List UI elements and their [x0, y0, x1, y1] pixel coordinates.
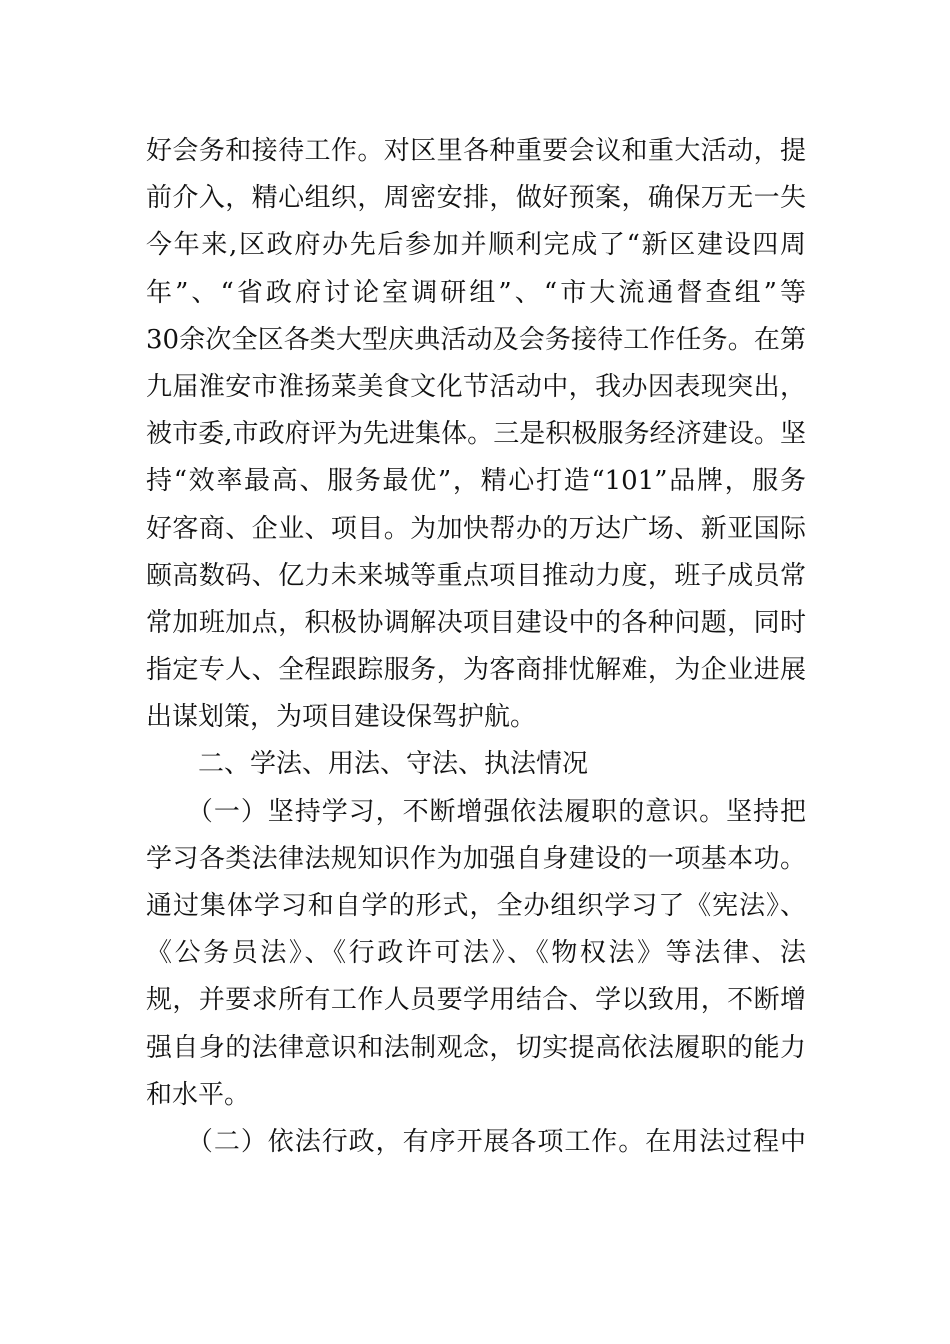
- text-line: 前介入，精心组织，周密安排，做好预案，确保万无一失: [146, 183, 806, 214]
- text-line: 常加班加点，积极协调解决项目建设中的各种问题，同时: [146, 607, 806, 638]
- text-line: 强自身的法律意识和法制观念，切实提高依法履职的能力: [146, 1032, 806, 1063]
- text-line: 《公务员法》、《行政许可法》、《物权法》等法律、法: [146, 938, 806, 969]
- text-line: 被市委,市政府评为先进集体。三是积极服务经济建设。坚: [146, 419, 806, 450]
- body-text: [146, 128, 806, 1166]
- text-line: 年”、“省政府讨论室调研组”、“市大流通督查组”等: [146, 277, 806, 308]
- text-line: 30余次全区各类大型庆典活动及会务接待工作任务。在第: [146, 324, 806, 355]
- text-line: 指定专人、全程跟踪服务，为客商排忧解难，为企业进展: [146, 655, 806, 686]
- text-line: 今年来,区政府办先后参加并顺利完成了“新区建设四周: [146, 230, 806, 261]
- text-line: 好会务和接待工作。对区里各种重要会议和重大活动，提: [146, 136, 806, 166]
- text-line: 通过集体学习和自学的形式，全办组织学习了《宪法》、: [146, 891, 806, 921]
- text-line: 规，并要求所有工作人员要学用结合、学以致用，不断增: [146, 985, 806, 1016]
- text-line: （二）依法行政，有序开展各项工作。在用法过程中: [146, 1126, 806, 1157]
- text-line: 颐高数码、亿力未来城等重点项目推动力度，班子成员常: [146, 560, 806, 591]
- text-line: 和水平。: [146, 1079, 251, 1110]
- text-line: 九届淮安市淮扬菜美食文化节活动中，我办因表现突出，: [146, 371, 806, 402]
- text-line: 好客商、企业、项目。为加快帮办的万达广场、新亚国际: [146, 513, 806, 544]
- section-heading: 二、学法、用法、守法、执法情况: [146, 749, 589, 780]
- text-line: 出谋划策，为项目建设保驾护航。: [146, 702, 537, 733]
- text-line: （一）坚持学习，不断增强依法履职的意识。坚持把: [146, 796, 806, 827]
- text-line: 持“效率最高、服务最优”，精心打造“101”品牌，服务: [146, 466, 806, 497]
- text-line: 学习各类法律法规知识作为加强自身建设的一项基本功。: [146, 843, 806, 874]
